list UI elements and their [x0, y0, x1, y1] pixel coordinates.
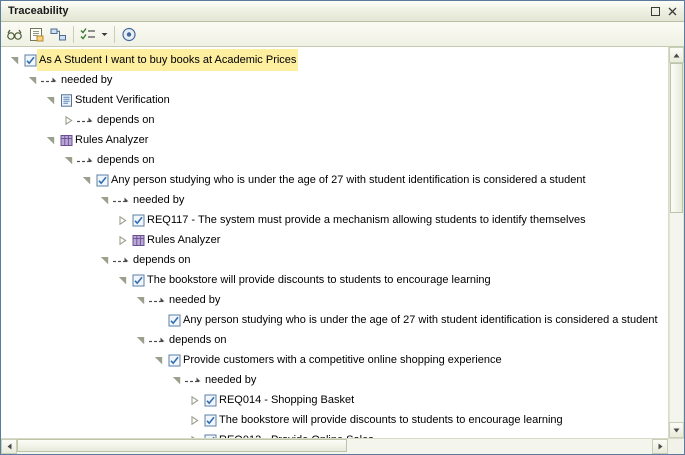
tree-row-label: Any person studying who is under the age of 27 with student identification is considered a student: [111, 174, 586, 186]
tree-row[interactable]: [1, 270, 668, 290]
horizontal-scroll-track[interactable]: [17, 439, 652, 454]
tree-row[interactable]: [1, 230, 668, 250]
scroll-up-arrow-icon[interactable]: [669, 47, 684, 63]
tree-collapse-triangle-icon[interactable]: [169, 376, 183, 385]
relationship-arrow-icon: [147, 295, 169, 306]
tree-row[interactable]: [1, 290, 668, 310]
tree-row-label: depends on: [169, 334, 227, 346]
tree-row-label: depends on: [133, 254, 191, 266]
tree-collapse-triangle-icon[interactable]: [151, 356, 165, 365]
scroll-left-arrow-icon[interactable]: [1, 439, 17, 454]
tree-row[interactable]: [1, 130, 668, 150]
tree-row[interactable]: [1, 330, 668, 350]
tree-row-label: Provide customers with a competitive online shopping experience: [183, 354, 502, 366]
window-titlebar: [1, 1, 684, 22]
requirement-icon: [93, 174, 111, 187]
vertical-scroll-thumb[interactable]: [670, 63, 683, 213]
tree-row[interactable]: [1, 90, 668, 110]
tree-collapse-triangle-icon[interactable]: [115, 276, 129, 285]
tree-row-label: needed by: [205, 374, 257, 386]
tree-row-label: Student Verification: [75, 94, 170, 106]
toolbar-separator-2: [114, 26, 115, 43]
tree-row-label: Rules Analyzer: [147, 234, 221, 246]
tree-row[interactable]: [1, 390, 668, 410]
relationship-arrow-icon: [111, 255, 133, 266]
tree-expand-triangle-icon[interactable]: [115, 216, 129, 225]
horizontal-scrollbar[interactable]: [1, 438, 684, 454]
scrollbar-corner: [668, 439, 684, 454]
relationship-arrow-icon: [39, 75, 61, 86]
checklist-dropdown-caret-icon[interactable]: [99, 24, 109, 45]
tree-row-label: As A Student I want to buy books at Academic Prices: [37, 49, 298, 71]
page-title: Traceability: [8, 5, 69, 17]
tree-row-label: depends on: [97, 154, 155, 166]
tree-row-label: Rules Analyzer: [75, 134, 149, 146]
tree-row[interactable]: [1, 310, 668, 330]
horizontal-scroll-thumb[interactable]: [17, 439, 347, 452]
open-element-icon[interactable]: [26, 24, 47, 45]
tree-collapse-triangle-icon[interactable]: [43, 136, 57, 145]
maximize-button[interactable]: [648, 4, 663, 19]
relationship-arrow-icon: [147, 335, 169, 346]
relationship-arrow-icon: [183, 375, 205, 386]
tree-collapse-triangle-icon[interactable]: [133, 296, 147, 305]
feature-icon: [57, 94, 75, 107]
tree-collapse-triangle-icon[interactable]: [79, 176, 93, 185]
tree-row[interactable]: [1, 150, 668, 170]
tree-row-label: depends on: [97, 114, 155, 126]
tree-row[interactable]: [1, 170, 668, 190]
requirement-icon: [129, 214, 147, 227]
help-icon[interactable]: [118, 24, 139, 45]
tree-row-label: REQ014 - Shopping Basket: [219, 394, 355, 406]
tree-row[interactable]: [1, 350, 668, 370]
tree-row-label: needed by: [169, 294, 221, 306]
tree-collapse-triangle-icon[interactable]: [133, 336, 147, 345]
tree-collapse-triangle-icon[interactable]: [97, 256, 111, 265]
relationship-arrow-icon: [75, 115, 97, 126]
tree-collapse-triangle-icon[interactable]: [97, 196, 111, 205]
tree-row[interactable]: [1, 50, 668, 70]
show-relationships-icon[interactable]: [48, 24, 69, 45]
tree-row-label: Any person studying who is under the age of 27 with student identification is considered a student: [183, 314, 658, 326]
tree-row[interactable]: [1, 110, 668, 130]
tree-row[interactable]: [1, 190, 668, 210]
tree-collapse-triangle-icon[interactable]: [25, 76, 39, 85]
relationship-arrow-icon: [111, 195, 133, 206]
tree-collapse-triangle-icon[interactable]: [43, 96, 57, 105]
tree-collapse-triangle-icon[interactable]: [7, 56, 21, 65]
tree-row-label: REQ117 - The system must provide a mechanism allowing students to identify themselves: [147, 214, 586, 226]
find-glasses-icon[interactable]: [4, 24, 25, 45]
close-button[interactable]: [665, 4, 680, 19]
tree-row-label: needed by: [133, 194, 185, 206]
scroll-down-arrow-icon[interactable]: [669, 422, 684, 438]
vertical-scrollbar[interactable]: [668, 47, 684, 438]
vertical-scroll-track[interactable]: [669, 63, 684, 422]
requirement-icon: [165, 354, 183, 367]
tree-row[interactable]: [1, 370, 668, 390]
tree-row-label: The bookstore will provide discounts to students to encourage learning: [147, 274, 491, 286]
tree-expand-triangle-icon[interactable]: [187, 396, 201, 405]
tree-expand-triangle-icon[interactable]: [61, 116, 75, 125]
requirement-icon: [201, 394, 219, 407]
tree-expand-triangle-icon[interactable]: [115, 236, 129, 245]
tree-row-label: needed by: [61, 74, 113, 86]
relationship-arrow-icon: [75, 155, 97, 166]
requirement-icon: [201, 414, 219, 427]
scroll-right-arrow-icon[interactable]: [652, 439, 668, 454]
checklist-icon[interactable]: [77, 24, 98, 45]
tree-expand-triangle-icon[interactable]: [187, 416, 201, 425]
requirement-icon: [165, 314, 183, 327]
toolbar-separator: [73, 26, 74, 43]
tree-collapse-triangle-icon[interactable]: [61, 156, 75, 165]
rule-icon: [57, 134, 75, 147]
tree-row[interactable]: [1, 210, 668, 230]
traceability-tree[interactable]: [1, 47, 668, 438]
content-area: [1, 47, 684, 438]
tree-row-label: The bookstore will provide discounts to students to encourage learning: [219, 414, 563, 426]
rule-icon: [129, 234, 147, 247]
tree-row[interactable]: [1, 70, 668, 90]
tree-row[interactable]: [1, 410, 668, 430]
requirement-icon: [129, 274, 147, 287]
tree-row[interactable]: [1, 250, 668, 270]
toolbar: [1, 22, 684, 47]
